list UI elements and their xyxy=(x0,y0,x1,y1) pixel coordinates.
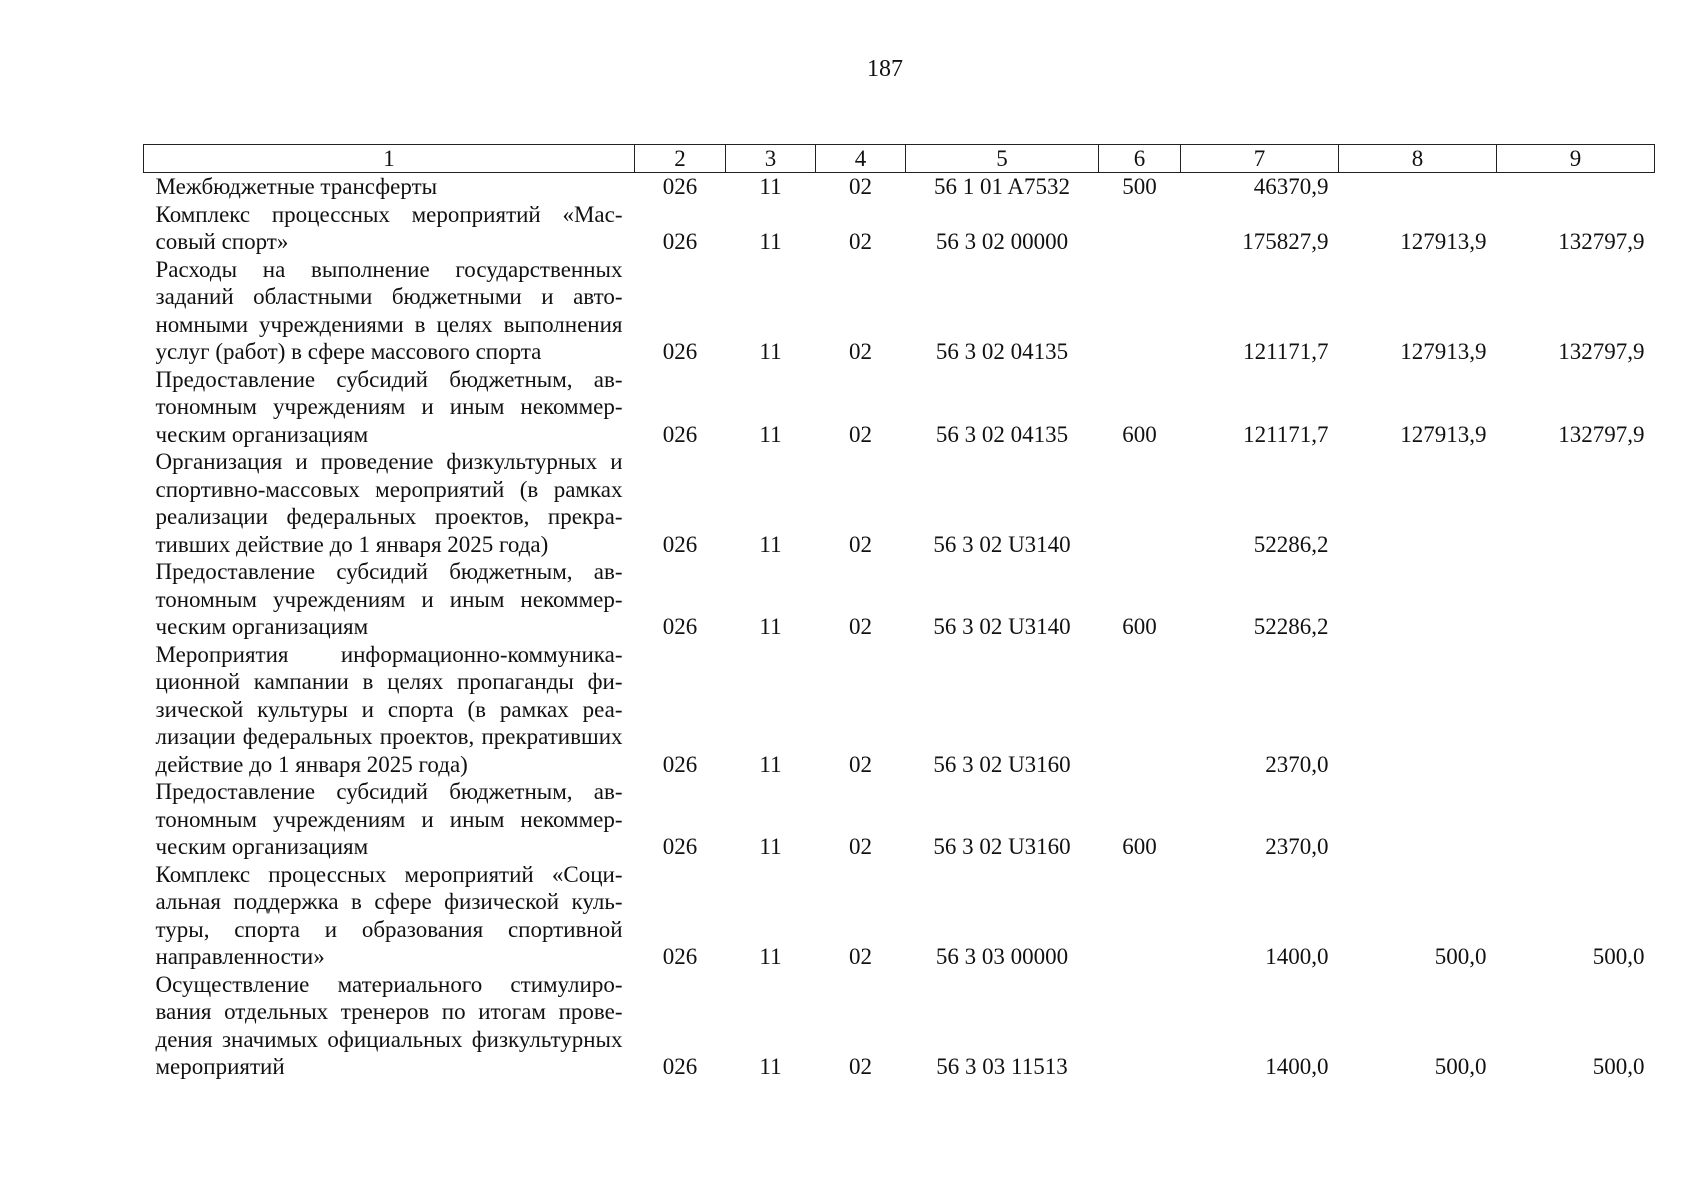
subsection-code: 02 xyxy=(849,339,872,364)
amount-col-8: 127913,9 xyxy=(1400,229,1487,254)
amount-col-7: 52286,2 xyxy=(1253,614,1329,639)
target-article-code: 56 3 02 04135 xyxy=(935,339,1069,364)
ministry-code: 026 xyxy=(662,229,698,254)
amount-col-7: 2370,0 xyxy=(1265,834,1329,859)
column-header-9: 9 xyxy=(1497,145,1655,173)
amount-col-7: 1400,0 xyxy=(1265,944,1329,969)
amount-col-7: 121171,7 xyxy=(1243,421,1329,447)
subsection-code: 02 xyxy=(849,834,872,859)
amount-col-9 xyxy=(1497,641,1655,779)
section-code: 11 xyxy=(759,834,782,859)
target-article-code: 56 1 01 A7532 xyxy=(933,174,1071,199)
item-name: Предоставление субсидий бюджетным, автономным учреждениям и иным некоммерческим организациям xyxy=(155,366,623,447)
header-row xyxy=(144,145,1655,173)
amount-col-7: 46370,9 xyxy=(1253,174,1329,199)
amount-col-9: 500,0 xyxy=(1592,1054,1645,1079)
target-article-code: 56 3 02 U3160 xyxy=(933,751,1071,777)
column-header-1: 1 xyxy=(144,145,635,173)
amount-col-9: 500,0 xyxy=(1592,944,1645,969)
target-article-code: 56 3 02 U3140 xyxy=(933,531,1071,557)
amount-col-8: 127913,9 xyxy=(1400,421,1487,447)
section-code: 11 xyxy=(759,339,782,364)
column-header-8: 8 xyxy=(1339,145,1497,173)
item-name: Межбюджетные трансферты xyxy=(155,174,438,199)
ministry-code: 026 xyxy=(662,1054,698,1079)
amount-col-7: 175827,9 xyxy=(1242,229,1329,254)
amount-col-8: 500,0 xyxy=(1434,944,1487,969)
expense-type-code xyxy=(1099,256,1181,366)
item-name: Предоставление субсидий бюджетным, автономным учреждениям и иным некоммерческим организациям xyxy=(155,779,623,859)
amount-col-9: 132797,9 xyxy=(1558,229,1645,254)
subsection-code: 02 xyxy=(849,174,872,199)
item-name: Комплекс процессных мероприятий «Социальная поддержка в сфере физической культуры, спорта и образования спортивной направленности» xyxy=(155,861,623,969)
expense-type-code xyxy=(1099,448,1181,558)
item-name: Осуществление материального стимулирования отдельных тренеров по итогам проведения значимых официальных физкультурных мероприятий xyxy=(155,971,623,1079)
section-code: 11 xyxy=(759,531,782,557)
amount-col-8: 127913,9 xyxy=(1400,339,1487,364)
amount-col-8: 500,0 xyxy=(1434,1054,1487,1079)
item-name: Организация и проведение физкультурных и спортивно-массовых мероприятий (в рамках реализации федеральных проектов, прекративших действие до 1 января 2025 года) xyxy=(155,449,623,557)
table-row xyxy=(144,366,1655,449)
table-row xyxy=(144,641,1655,779)
column-header-4: 4 xyxy=(816,145,906,173)
target-article-code: 56 3 02 U3140 xyxy=(933,614,1071,639)
table-row xyxy=(144,256,1655,366)
item-name: Расходы на выполнение государственных заданий областными бюджетными и автономными учреждениями в целях выполнения услуг (работ) в сфере массового спорта xyxy=(155,256,623,364)
amount-col-8 xyxy=(1339,173,1497,201)
column-header-5: 5 xyxy=(906,145,1099,173)
table-row xyxy=(144,778,1655,861)
table-row xyxy=(144,861,1655,971)
amount-col-9 xyxy=(1497,448,1655,558)
amount-col-8 xyxy=(1339,641,1497,779)
ministry-code: 026 xyxy=(662,421,698,447)
target-article-code: 56 3 02 04135 xyxy=(935,421,1069,447)
section-code: 11 xyxy=(759,229,782,254)
section-code: 11 xyxy=(759,421,782,447)
page-number: 187 xyxy=(867,56,903,82)
target-article-code: 56 3 02 U3160 xyxy=(933,834,1071,859)
table-row xyxy=(144,201,1655,256)
amount-col-8 xyxy=(1339,778,1497,861)
target-article-code: 56 3 03 11513 xyxy=(936,1054,1068,1079)
item-name: Предоставление субсидий бюджетным, автономным учреждениям и иным некоммерческим организациям xyxy=(155,559,623,639)
column-header-2: 2 xyxy=(635,145,726,173)
amount-col-9 xyxy=(1497,778,1655,861)
ministry-code: 026 xyxy=(662,174,698,199)
section-code: 11 xyxy=(759,1054,782,1079)
item-name: Комплекс процессных мероприятий «Массовый спорт» xyxy=(155,201,623,254)
expense-type-code: 500 xyxy=(1122,174,1157,199)
amount-col-7: 2370,0 xyxy=(1265,751,1329,777)
ministry-code: 026 xyxy=(662,944,698,969)
table-row xyxy=(144,448,1655,558)
item-name: Мероприятия информационно-коммуникационной кампании в целях пропаганды физической культуры и спорта (в рамках реализации федеральных проектов, прекративших действие до 1 января 2025 года) xyxy=(155,641,623,777)
amount-col-9 xyxy=(1497,558,1655,641)
table-row xyxy=(144,173,1655,201)
subsection-code: 02 xyxy=(849,421,872,447)
subsection-code: 02 xyxy=(849,531,872,557)
expense-type-code xyxy=(1099,971,1181,1081)
amount-col-9: 132797,9 xyxy=(1558,339,1645,364)
table-body xyxy=(144,173,1655,1081)
section-code: 11 xyxy=(759,174,782,199)
amount-col-8 xyxy=(1339,448,1497,558)
amount-col-9: 132797,9 xyxy=(1558,421,1645,447)
amount-col-7: 1400,0 xyxy=(1265,1054,1329,1079)
column-header-6: 6 xyxy=(1099,145,1181,173)
target-article-code: 56 3 03 00000 xyxy=(935,944,1069,969)
section-code: 11 xyxy=(759,944,782,969)
table-row xyxy=(144,558,1655,641)
ministry-code: 026 xyxy=(662,614,698,639)
expense-type-code: 600 xyxy=(1122,614,1157,639)
ministry-code: 026 xyxy=(662,751,698,777)
amount-col-8 xyxy=(1339,558,1497,641)
budget-table xyxy=(143,144,1655,1081)
amount-col-7: 121171,7 xyxy=(1243,339,1329,364)
expense-type-code: 600 xyxy=(1122,421,1157,447)
amount-col-7: 52286,2 xyxy=(1253,531,1329,557)
subsection-code: 02 xyxy=(849,1054,872,1079)
subsection-code: 02 xyxy=(849,614,872,639)
subsection-code: 02 xyxy=(849,751,872,777)
target-article-code: 56 3 02 00000 xyxy=(935,229,1069,254)
subsection-code: 02 xyxy=(849,944,872,969)
expense-type-code: 600 xyxy=(1122,834,1157,859)
section-code: 11 xyxy=(759,614,782,639)
subsection-code: 02 xyxy=(849,229,872,254)
amount-col-9 xyxy=(1497,173,1655,201)
ministry-code: 026 xyxy=(662,339,698,364)
expense-type-code xyxy=(1099,201,1181,256)
expense-type-code xyxy=(1099,641,1181,779)
ministry-code: 026 xyxy=(662,531,698,557)
column-header-3: 3 xyxy=(726,145,816,173)
expense-type-code xyxy=(1099,861,1181,971)
column-header-7: 7 xyxy=(1181,145,1339,173)
section-code: 11 xyxy=(759,751,782,777)
table-header xyxy=(144,145,1655,173)
ministry-code: 026 xyxy=(662,834,698,859)
table-row xyxy=(144,971,1655,1081)
